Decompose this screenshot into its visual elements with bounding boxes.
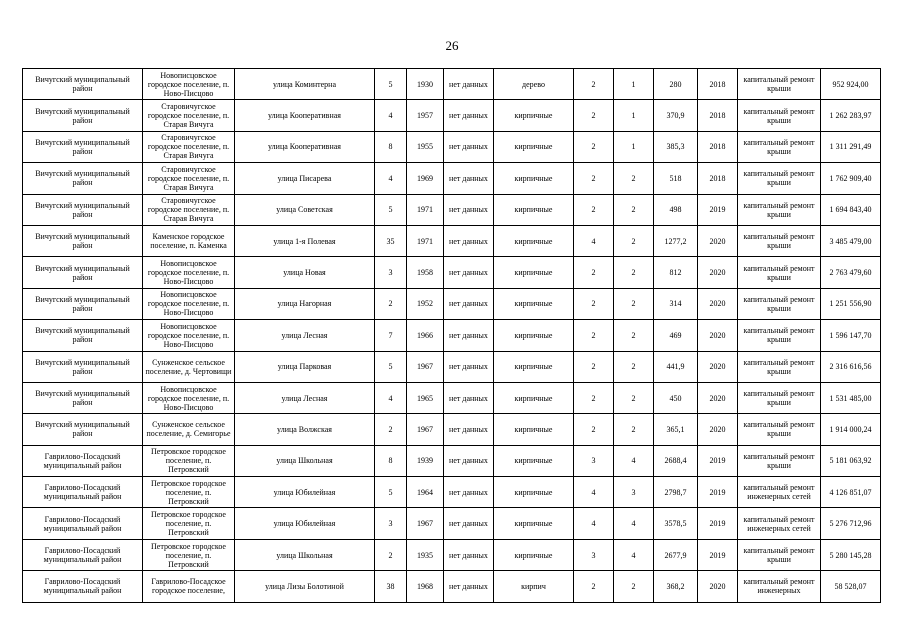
street-cell: улица Писарева [235, 163, 375, 194]
floors-cell: 2 [574, 194, 614, 225]
table-row [23, 194, 881, 225]
settlement-cell: Каменское городское поселение, п. Каменка [143, 225, 235, 256]
cost-cell: 1 762 909,40 [821, 163, 881, 194]
work-type-cell: капитальный ремонт инженерных [738, 571, 821, 602]
house-number-cell: 3 [375, 257, 407, 288]
settlement-cell: Старовичугское городское поселение, п. Старая Вичуга [143, 163, 235, 194]
wear-cell: нет данных [444, 288, 494, 319]
wall-material-cell: кирпичные [494, 351, 574, 382]
district-cell: Гаврилово-Посадский муниципальный район [23, 477, 143, 508]
area-cell: 441,9 [654, 351, 698, 382]
wall-material-cell: кирпичные [494, 225, 574, 256]
house-number-cell: 2 [375, 414, 407, 445]
wear-cell: нет данных [444, 445, 494, 476]
plan-year-cell: 2020 [698, 571, 738, 602]
area-cell: 370,9 [654, 100, 698, 131]
wear-cell: нет данных [444, 69, 494, 100]
table-row [23, 508, 881, 539]
build-year-cell: 1967 [407, 508, 444, 539]
wall-material-cell: кирпичные [494, 131, 574, 162]
work-type-cell: капитальный ремонт крыши [738, 539, 821, 570]
build-year-cell: 1967 [407, 414, 444, 445]
plan-year-cell: 2020 [698, 225, 738, 256]
house-number-cell: 4 [375, 100, 407, 131]
district-cell: Гаврилово-Посадский муниципальный район [23, 508, 143, 539]
work-type-cell: капитальный ремонт крыши [738, 225, 821, 256]
district-cell: Вичугский муниципальный район [23, 225, 143, 256]
settlement-cell: Петровское городское поселение, п. Петровский [143, 508, 235, 539]
district-cell: Вичугский муниципальный район [23, 382, 143, 413]
area-cell: 368,2 [654, 571, 698, 602]
district-cell: Вичугский муниципальный район [23, 131, 143, 162]
cost-cell: 1 251 556,90 [821, 288, 881, 319]
housing-repair-table [22, 68, 881, 603]
plan-year-cell: 2020 [698, 414, 738, 445]
street-cell: улица Школьная [235, 539, 375, 570]
wall-material-cell: кирпичные [494, 320, 574, 351]
build-year-cell: 1971 [407, 225, 444, 256]
floors-cell: 2 [574, 257, 614, 288]
wear-cell: нет данных [444, 351, 494, 382]
wear-cell: нет данных [444, 508, 494, 539]
table-row [23, 571, 881, 602]
table-row [23, 414, 881, 445]
street-cell: улица Волжская [235, 414, 375, 445]
wear-cell: нет данных [444, 100, 494, 131]
plan-year-cell: 2019 [698, 508, 738, 539]
house-number-cell: 4 [375, 382, 407, 413]
cost-cell: 5 276 712,96 [821, 508, 881, 539]
street-cell: улица Кооперативная [235, 100, 375, 131]
district-cell: Гаврилово-Посадский муниципальный район [23, 571, 143, 602]
build-year-cell: 1965 [407, 382, 444, 413]
street-cell: улица Новая [235, 257, 375, 288]
plan-year-cell: 2018 [698, 163, 738, 194]
wall-material-cell: кирпичные [494, 100, 574, 131]
cost-cell: 952 924,00 [821, 69, 881, 100]
wear-cell: нет данных [444, 571, 494, 602]
build-year-cell: 1966 [407, 320, 444, 351]
street-cell: улица Школьная [235, 445, 375, 476]
build-year-cell: 1969 [407, 163, 444, 194]
house-number-cell: 2 [375, 539, 407, 570]
entrances-cell: 4 [614, 539, 654, 570]
work-type-cell: капитальный ремонт крыши [738, 257, 821, 288]
area-cell: 2688,4 [654, 445, 698, 476]
work-type-cell: капитальный ремонт крыши [738, 320, 821, 351]
floors-cell: 2 [574, 320, 614, 351]
plan-year-cell: 2018 [698, 100, 738, 131]
build-year-cell: 1957 [407, 100, 444, 131]
table-row [23, 163, 881, 194]
floors-cell: 4 [574, 477, 614, 508]
work-type-cell: капитальный ремонт крыши [738, 163, 821, 194]
entrances-cell: 4 [614, 508, 654, 539]
cost-cell: 1 311 291,49 [821, 131, 881, 162]
area-cell: 1277,2 [654, 225, 698, 256]
settlement-cell: Новописцовское городское поселение, п. Ново-Писцово [143, 257, 235, 288]
settlement-cell: Новописцовское городское поселение, п. Ново-Писцово [143, 288, 235, 319]
house-number-cell: 3 [375, 508, 407, 539]
build-year-cell: 1958 [407, 257, 444, 288]
floors-cell: 2 [574, 571, 614, 602]
entrances-cell: 1 [614, 69, 654, 100]
street-cell: улица Советская [235, 194, 375, 225]
wear-cell: нет данных [444, 539, 494, 570]
cost-cell: 3 485 479,00 [821, 225, 881, 256]
cost-cell: 1 262 283,97 [821, 100, 881, 131]
build-year-cell: 1967 [407, 351, 444, 382]
cost-cell: 2 763 479,60 [821, 257, 881, 288]
settlement-cell: Новописцовское городское поселение, п. Ново-Писцово [143, 69, 235, 100]
entrances-cell: 2 [614, 414, 654, 445]
wall-material-cell: кирпичные [494, 508, 574, 539]
district-cell: Вичугский муниципальный район [23, 163, 143, 194]
settlement-cell: Сунженское сельское поселение, д. Чертовищи [143, 351, 235, 382]
build-year-cell: 1935 [407, 539, 444, 570]
house-number-cell: 5 [375, 194, 407, 225]
table-row [23, 69, 881, 100]
cost-cell: 1 531 485,00 [821, 382, 881, 413]
wall-material-cell: кирпичные [494, 414, 574, 445]
house-number-cell: 2 [375, 288, 407, 319]
build-year-cell: 1968 [407, 571, 444, 602]
work-type-cell: капитальный ремонт крыши [738, 382, 821, 413]
wear-cell: нет данных [444, 257, 494, 288]
work-type-cell: капитальный ремонт крыши [738, 288, 821, 319]
entrances-cell: 2 [614, 257, 654, 288]
table-row [23, 382, 881, 413]
plan-year-cell: 2018 [698, 69, 738, 100]
wear-cell: нет данных [444, 131, 494, 162]
entrances-cell: 2 [614, 351, 654, 382]
wear-cell: нет данных [444, 225, 494, 256]
house-number-cell: 5 [375, 69, 407, 100]
street-cell: улица Кооперативная [235, 131, 375, 162]
cost-cell: 1 914 000,24 [821, 414, 881, 445]
area-cell: 469 [654, 320, 698, 351]
district-cell: Вичугский муниципальный район [23, 414, 143, 445]
work-type-cell: капитальный ремонт крыши [738, 69, 821, 100]
wall-material-cell: кирпичные [494, 257, 574, 288]
plan-year-cell: 2019 [698, 477, 738, 508]
page-number: 26 [445, 38, 459, 53]
settlement-cell: Петровское городское поселение, п. Петровский [143, 539, 235, 570]
build-year-cell: 1939 [407, 445, 444, 476]
table-row [23, 257, 881, 288]
street-cell: улица Юбилейная [235, 508, 375, 539]
district-cell: Вичугский муниципальный район [23, 288, 143, 319]
plan-year-cell: 2020 [698, 351, 738, 382]
area-cell: 280 [654, 69, 698, 100]
area-cell: 498 [654, 194, 698, 225]
floors-cell: 2 [574, 131, 614, 162]
work-type-cell: капитальный ремонт крыши [738, 445, 821, 476]
area-cell: 314 [654, 288, 698, 319]
cost-cell: 1 694 843,40 [821, 194, 881, 225]
entrances-cell: 2 [614, 163, 654, 194]
house-number-cell: 8 [375, 445, 407, 476]
floors-cell: 4 [574, 508, 614, 539]
table-row [23, 477, 881, 508]
work-type-cell: капитальный ремонт крыши [738, 100, 821, 131]
district-cell: Гаврилово-Посадский муниципальный район [23, 539, 143, 570]
district-cell: Вичугский муниципальный район [23, 69, 143, 100]
street-cell: улица Нагорная [235, 288, 375, 319]
district-cell: Вичугский муниципальный район [23, 320, 143, 351]
floors-cell: 3 [574, 445, 614, 476]
plan-year-cell: 2020 [698, 320, 738, 351]
district-cell: Вичугский муниципальный район [23, 257, 143, 288]
house-number-cell: 5 [375, 477, 407, 508]
floors-cell: 2 [574, 69, 614, 100]
build-year-cell: 1955 [407, 131, 444, 162]
floors-cell: 2 [574, 414, 614, 445]
wall-material-cell: дерево [494, 69, 574, 100]
district-cell: Вичугский муниципальный район [23, 100, 143, 131]
floors-cell: 2 [574, 100, 614, 131]
plan-year-cell: 2019 [698, 445, 738, 476]
street-cell: улица 1-я Полевая [235, 225, 375, 256]
wall-material-cell: кирпичные [494, 539, 574, 570]
entrances-cell: 1 [614, 100, 654, 131]
cost-cell: 58 528,07 [821, 571, 881, 602]
house-number-cell: 8 [375, 131, 407, 162]
house-number-cell: 38 [375, 571, 407, 602]
street-cell: улица Лизы Болотиной [235, 571, 375, 602]
work-type-cell: капитальный ремонт крыши [738, 131, 821, 162]
work-type-cell: капитальный ремонт инженерных сетей [738, 477, 821, 508]
build-year-cell: 1964 [407, 477, 444, 508]
table-row [23, 225, 881, 256]
floors-cell: 2 [574, 288, 614, 319]
settlement-cell: Петровское городское поселение, п. Петровский [143, 445, 235, 476]
wall-material-cell: кирпич [494, 571, 574, 602]
build-year-cell: 1971 [407, 194, 444, 225]
plan-year-cell: 2020 [698, 382, 738, 413]
area-cell: 365,1 [654, 414, 698, 445]
build-year-cell: 1930 [407, 69, 444, 100]
street-cell: улица Лесная [235, 382, 375, 413]
wall-material-cell: кирпичные [494, 194, 574, 225]
entrances-cell: 2 [614, 225, 654, 256]
street-cell: улица Юбилейная [235, 477, 375, 508]
work-type-cell: капитальный ремонт крыши [738, 351, 821, 382]
settlement-cell: Гаврилово-Посадское городское поселение, [143, 571, 235, 602]
street-cell: улица Лесная [235, 320, 375, 351]
plan-year-cell: 2019 [698, 539, 738, 570]
district-cell: Вичугский муниципальный район [23, 194, 143, 225]
house-number-cell: 4 [375, 163, 407, 194]
cost-cell: 1 596 147,70 [821, 320, 881, 351]
entrances-cell: 2 [614, 571, 654, 602]
house-number-cell: 7 [375, 320, 407, 351]
area-cell: 3578,5 [654, 508, 698, 539]
area-cell: 518 [654, 163, 698, 194]
street-cell: улица Парковая [235, 351, 375, 382]
wear-cell: нет данных [444, 477, 494, 508]
entrances-cell: 2 [614, 194, 654, 225]
entrances-cell: 2 [614, 288, 654, 319]
wall-material-cell: кирпичные [494, 288, 574, 319]
work-type-cell: капитальный ремонт крыши [738, 194, 821, 225]
build-year-cell: 1952 [407, 288, 444, 319]
settlement-cell: Старовичугское городское поселение, п. Старая Вичуга [143, 194, 235, 225]
area-cell: 2677,9 [654, 539, 698, 570]
plan-year-cell: 2020 [698, 288, 738, 319]
wear-cell: нет данных [444, 414, 494, 445]
floors-cell: 2 [574, 382, 614, 413]
area-cell: 812 [654, 257, 698, 288]
floors-cell: 2 [574, 163, 614, 194]
settlement-cell: Новописцовское городское поселение, п. Ново-Писцово [143, 382, 235, 413]
street-cell: улица Коминтерна [235, 69, 375, 100]
area-cell: 385,3 [654, 131, 698, 162]
work-type-cell: капитальный ремонт крыши [738, 414, 821, 445]
floors-cell: 4 [574, 225, 614, 256]
table-row [23, 320, 881, 351]
cost-cell: 4 126 851,07 [821, 477, 881, 508]
floors-cell: 3 [574, 539, 614, 570]
entrances-cell: 4 [614, 445, 654, 476]
wall-material-cell: кирпичные [494, 163, 574, 194]
table-row [23, 131, 881, 162]
table-row [23, 288, 881, 319]
entrances-cell: 2 [614, 320, 654, 351]
settlement-cell: Петровское городское поселение, п. Петровский [143, 477, 235, 508]
district-cell: Вичугский муниципальный район [23, 351, 143, 382]
plan-year-cell: 2018 [698, 131, 738, 162]
wall-material-cell: кирпичные [494, 382, 574, 413]
wear-cell: нет данных [444, 163, 494, 194]
table-row [23, 351, 881, 382]
house-number-cell: 35 [375, 225, 407, 256]
settlement-cell: Новописцовское городское поселение, п. Ново-Писцово [143, 320, 235, 351]
plan-year-cell: 2019 [698, 194, 738, 225]
table-row [23, 100, 881, 131]
entrances-cell: 1 [614, 131, 654, 162]
cost-cell: 5 280 145,28 [821, 539, 881, 570]
wear-cell: нет данных [444, 320, 494, 351]
wear-cell: нет данных [444, 382, 494, 413]
entrances-cell: 2 [614, 382, 654, 413]
settlement-cell: Старовичугское городское поселение, п. Старая Вичуга [143, 131, 235, 162]
table-row [23, 539, 881, 570]
floors-cell: 2 [574, 351, 614, 382]
cost-cell: 2 316 616,56 [821, 351, 881, 382]
wall-material-cell: кирпичные [494, 445, 574, 476]
plan-year-cell: 2020 [698, 257, 738, 288]
cost-cell: 5 181 063,92 [821, 445, 881, 476]
area-cell: 2798,7 [654, 477, 698, 508]
settlement-cell: Сунженское сельское поселение, д. Семигорье [143, 414, 235, 445]
work-type-cell: капитальный ремонт инженерных сетей [738, 508, 821, 539]
wear-cell: нет данных [444, 194, 494, 225]
settlement-cell: Старовичугское городское поселение, п. Старая Вичуга [143, 100, 235, 131]
area-cell: 450 [654, 382, 698, 413]
entrances-cell: 3 [614, 477, 654, 508]
district-cell: Гаврилово-Посадский муниципальный район [23, 445, 143, 476]
table-row [23, 445, 881, 476]
wall-material-cell: кирпичные [494, 477, 574, 508]
house-number-cell: 5 [375, 351, 407, 382]
